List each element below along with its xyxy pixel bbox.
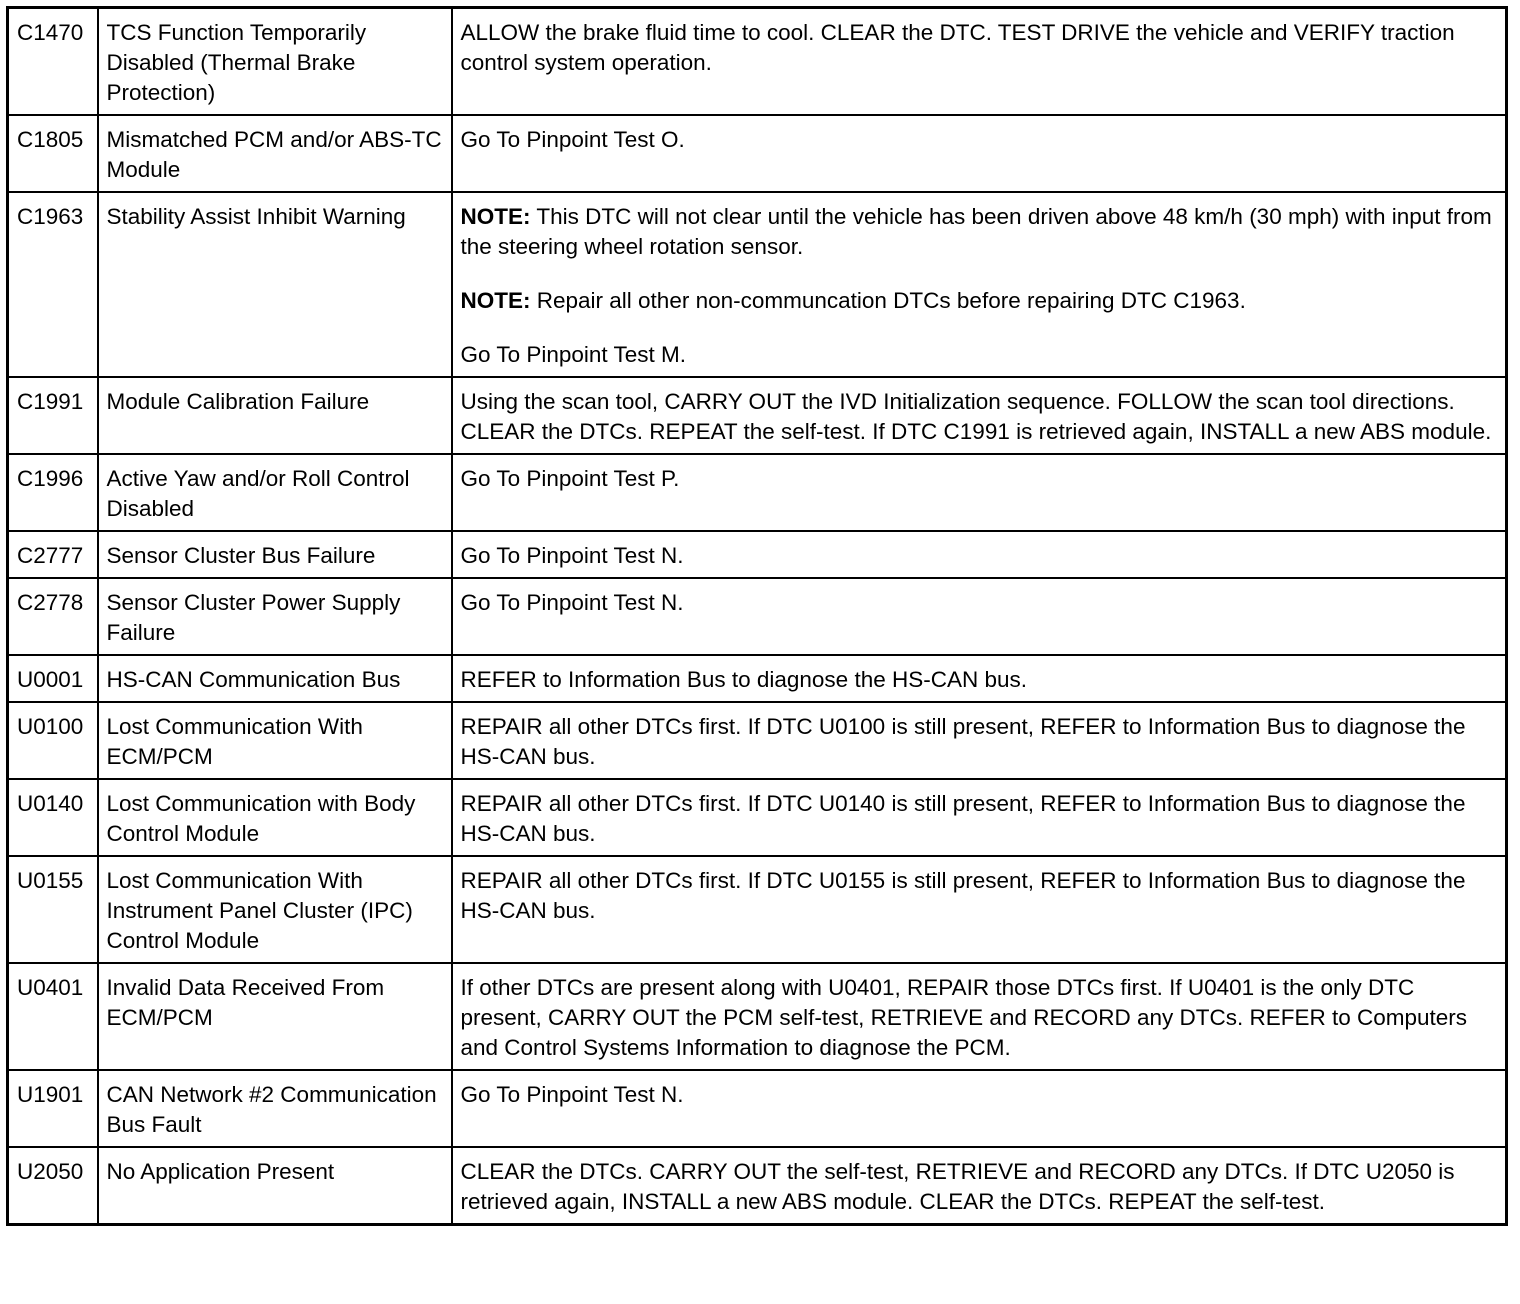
table-row: [8, 856, 1507, 963]
table-row: [8, 115, 1507, 192]
action-paragraph: [461, 202, 1498, 262]
dtc-table-body: [8, 8, 1507, 1225]
dtc-code: C2778: [8, 578, 98, 655]
table-row: [8, 702, 1507, 779]
dtc-action: [452, 8, 1507, 116]
action-paragraph: [461, 340, 1498, 370]
dtc-description: Sensor Cluster Power Supply Failure: [98, 578, 452, 655]
table-row: [8, 963, 1507, 1070]
dtc-description: Stability Assist Inhibit Warning: [98, 192, 452, 377]
dtc-table: [6, 6, 1508, 1226]
dtc-code: U1901: [8, 1070, 98, 1147]
dtc-action: [452, 531, 1507, 578]
dtc-code: C1805: [8, 115, 98, 192]
action-text: Repair all other non-communcation DTCs before repairing DTC C1963.: [530, 288, 1246, 313]
dtc-code: U0155: [8, 856, 98, 963]
action-text: REPAIR all other DTCs first. If DTC U0155 is still present, REFER to Information Bus to diagnose the HS-CAN bus.: [460, 868, 1466, 923]
dtc-description: Sensor Cluster Bus Failure: [98, 531, 452, 578]
dtc-action: [452, 1147, 1507, 1225]
action-text: REPAIR all other DTCs first. If DTC U0140 is still present, REFER to Information Bus to diagnose the HS-CAN bus.: [460, 791, 1466, 846]
table-row: [8, 8, 1507, 116]
note-label: NOTE:: [460, 288, 531, 313]
dtc-action: [452, 702, 1507, 779]
dtc-code: C1991: [8, 377, 98, 454]
action-paragraph: [461, 125, 1498, 155]
dtc-code: U2050: [8, 1147, 98, 1225]
dtc-description: HS-CAN Communication Bus: [98, 655, 452, 702]
table-row: [8, 1070, 1507, 1147]
dtc-code: U0100: [8, 702, 98, 779]
action-text: Go To Pinpoint Test N.: [460, 1082, 684, 1107]
action-text: Go To Pinpoint Test M.: [460, 342, 687, 367]
dtc-action: [452, 1070, 1507, 1147]
action-text: ALLOW the brake fluid time to cool. CLEAR the DTC. TEST DRIVE the vehicle and VERIFY traction control system operation.: [460, 20, 1455, 75]
action-paragraph: [461, 712, 1498, 772]
action-paragraph: [461, 973, 1498, 1063]
dtc-description: Lost Communication With ECM/PCM: [98, 702, 452, 779]
dtc-description: Module Calibration Failure: [98, 377, 452, 454]
dtc-code: C1470: [8, 8, 98, 116]
table-row: [8, 779, 1507, 856]
action-text: Go To Pinpoint Test N.: [460, 590, 684, 615]
dtc-code: U0140: [8, 779, 98, 856]
dtc-action: [452, 115, 1507, 192]
action-text: Using the scan tool, CARRY OUT the IVD Initialization sequence. FOLLOW the scan tool directions. CLEAR the DTCs. REPEAT the self-test. If DTC C1991 is retrieved again, INSTALL a new ABS module.: [460, 389, 1492, 444]
note-label: NOTE:: [460, 204, 531, 229]
dtc-action: [452, 377, 1507, 454]
action-text: REFER to Information Bus to diagnose the HS-CAN bus.: [460, 667, 1028, 692]
action-text: CLEAR the DTCs. CARRY OUT the self-test, RETRIEVE and RECORD any DTCs. If DTC U2050 is retrieved again, INSTALL a new ABS module. CLEAR the DTCs. REPEAT the self-test.: [460, 1159, 1455, 1214]
dtc-action: [452, 779, 1507, 856]
action-paragraph: [461, 286, 1498, 316]
dtc-description: TCS Function Temporarily Disabled (Thermal Brake Protection): [98, 8, 452, 116]
dtc-code: U0401: [8, 963, 98, 1070]
action-paragraph: [461, 1080, 1498, 1110]
dtc-code: U0001: [8, 655, 98, 702]
dtc-description: Mismatched PCM and/or ABS-TC Module: [98, 115, 452, 192]
table-row: [8, 531, 1507, 578]
action-paragraph: [461, 665, 1498, 695]
dtc-description: No Application Present: [98, 1147, 452, 1225]
action-text: This DTC will not clear until the vehicle has been driven above 48 km/h (30 mph) with input from the steering wheel rotation sensor.: [460, 204, 1492, 259]
action-text: Go To Pinpoint Test O.: [460, 127, 685, 152]
action-paragraph: [461, 464, 1498, 494]
dtc-action: [452, 856, 1507, 963]
dtc-description: CAN Network #2 Communication Bus Fault: [98, 1070, 452, 1147]
dtc-code: C1996: [8, 454, 98, 531]
action-text: REPAIR all other DTCs first. If DTC U0100 is still present, REFER to Information Bus to diagnose the HS-CAN bus.: [460, 714, 1466, 769]
table-row: [8, 1147, 1507, 1225]
action-paragraph: [461, 588, 1498, 618]
table-row: [8, 655, 1507, 702]
action-text: Go To Pinpoint Test N.: [460, 543, 684, 568]
table-row: [8, 578, 1507, 655]
action-text: If other DTCs are present along with U0401, REPAIR those DTCs first. If U0401 is the only DTC present, CARRY OUT the PCM self-test, RETRIEVE and RECORD any DTCs. REFER to Computers and Control Systems Information to diagnose the PCM.: [460, 975, 1468, 1060]
dtc-description: Active Yaw and/or Roll Control Disabled: [98, 454, 452, 531]
dtc-code: C1963: [8, 192, 98, 377]
dtc-action: [452, 655, 1507, 702]
action-paragraph: [461, 387, 1498, 447]
action-text: Go To Pinpoint Test P.: [460, 466, 680, 491]
dtc-code: C2777: [8, 531, 98, 578]
dtc-description: Invalid Data Received From ECM/PCM: [98, 963, 452, 1070]
dtc-action: [452, 454, 1507, 531]
action-paragraph: [461, 789, 1498, 849]
dtc-description: Lost Communication With Instrument Panel Cluster (IPC) Control Module: [98, 856, 452, 963]
action-paragraph: [461, 866, 1498, 926]
table-row: [8, 192, 1507, 377]
dtc-action: [452, 578, 1507, 655]
table-row: [8, 454, 1507, 531]
dtc-action: [452, 192, 1507, 377]
table-row: [8, 377, 1507, 454]
action-paragraph: [461, 1157, 1498, 1217]
dtc-description: Lost Communication with Body Control Module: [98, 779, 452, 856]
action-paragraph: [461, 541, 1498, 571]
action-paragraph: [461, 18, 1498, 78]
dtc-action: [452, 963, 1507, 1070]
